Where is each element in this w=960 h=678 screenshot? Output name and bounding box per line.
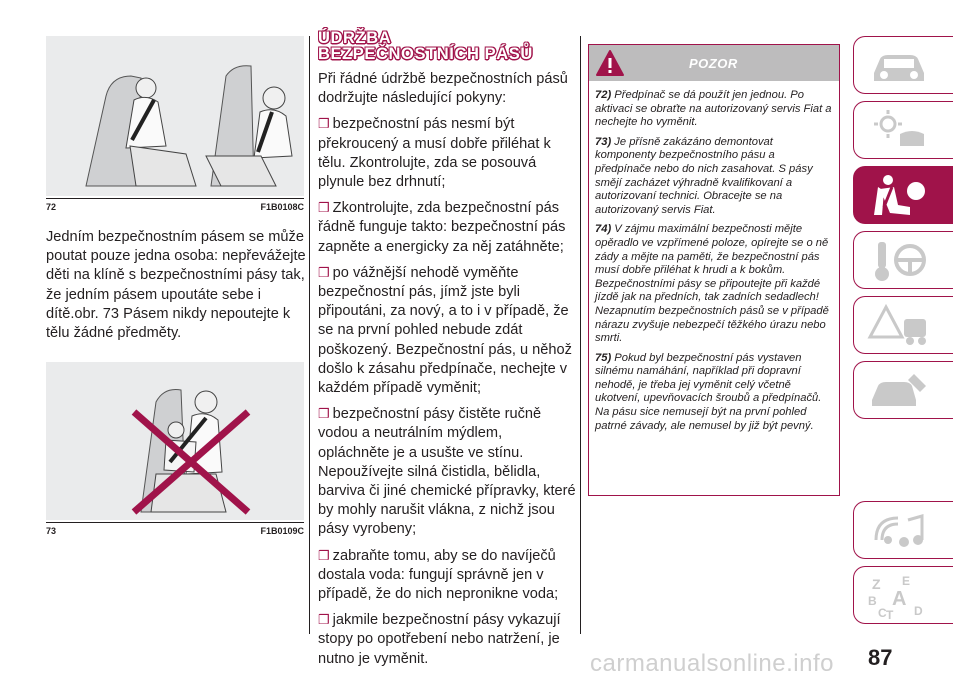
seat-safety-icon [864, 171, 934, 221]
seatbelt-adjustment-illustration [46, 36, 304, 196]
bullet-text: jakmile bezpečnostní pásy vykazují stopy po opotřebení nebo natržení, je nutno je vyměnit. [318, 612, 561, 667]
forbidden-child-lap-illustration [46, 362, 304, 520]
car-maintenance-icon [864, 366, 934, 416]
sidebar-tab-dashboard[interactable] [853, 101, 953, 159]
bullet-text: po vážnější nehodě vyměňte bezpečnostní pás, jímž jste byli připoutáni, za nový, a to i v případě, že se na první pohled nebude zdát poškozený. Bezpečnostní pás, u něhož došlo k zásahu předpínače, nechejte v každém případě vyměnit; [318, 264, 572, 397]
sidebar-tab-vehicle[interactable] [853, 36, 953, 94]
figure-72-caption [46, 202, 304, 212]
page-number: 87 [868, 645, 893, 670]
warning-item-number: 72) [595, 89, 612, 101]
dashboard-lights-icon [864, 106, 934, 156]
bullet-text: bezpečnostní pásy čistěte ručně vodou a neutrálním mýdlem, opláchněte je a usušte ve stínu. Nepoužívejte silná čistidla, bělidla, barviva či jiné chemické přípravky, které by mohly narušit vlákna, z nichž jsou pásy vyrobeny; [318, 406, 576, 538]
column-divider-right [580, 36, 581, 634]
warning-item [595, 223, 833, 345]
checkbox-bullet-icon: ❒ [318, 612, 330, 628]
section-heading-line1: ÚDRŽBA [318, 29, 392, 47]
svg-text:A: A [892, 588, 907, 610]
figure-72-image [46, 36, 304, 196]
checkbox-bullet-icon: ❒ [318, 406, 330, 422]
section-heading [318, 30, 578, 62]
figure-73-rule [46, 522, 304, 523]
sidebar-tab-maintenance[interactable] [853, 361, 953, 419]
warning-item-number: 75) [595, 351, 612, 364]
warning-item-text: Pokud byl bezpečnostní pás vystaven silnému namáhání, například při dopravní nehodě, je třeba jej vyměnit celý včetně ukotvení, upevňovacích šroubů a předpínačů. Na pásu sice nemusejí být na první pohled patrné závady, ale nemusel by již být pevný. [595, 351, 822, 432]
bullet-item [318, 404, 576, 539]
figure-72-code: F1B0108C [260, 202, 304, 212]
warning-box [588, 44, 840, 496]
warning-title: POZOR [689, 56, 738, 71]
bullet-item [318, 263, 576, 398]
multimedia-icon [864, 506, 934, 556]
checkbox-bullet-icon: ❒ [318, 200, 330, 216]
child-seatbelt-paragraph: Jedním bezpečnostním pásem se může poutat pouze jedna osoba: nepřevážejte děti na klíně s bezpečnostními pásy tak, že jedním pásem upoutáte sebe i dítě.obr. 73 Pásem nikdy nepoutejte k tělu žádné předměty. [46, 229, 306, 342]
bullet-item [318, 114, 576, 192]
sidebar-tab-multimedia[interactable] [853, 501, 953, 559]
bullet-text: zabraňte tomu, aby se do navíječů dostala voda: fungují správně jen v případě, že do nich nepronikne voda; [318, 547, 559, 603]
svg-text:C: C [878, 606, 887, 620]
warning-item-text: Je přísně zakázáno demontovat komponenty bezpečnostního pásu a předpínače nebo do nich zasahovat. S pásy smějí zacházet výhradně kvalifikovaní a autorizovaní technici. Obracejte se na autorizovaný servis Fiat. [595, 135, 813, 216]
checkbox-bullet-icon: ❒ [318, 264, 330, 280]
warning-header [589, 45, 839, 81]
figure-72-number: 72 [46, 202, 57, 212]
warning-triangle-icon [595, 49, 625, 77]
figure-73-caption [46, 526, 304, 536]
svg-text:E: E [902, 574, 911, 588]
watermark-text: carmanualsonline.info [590, 650, 834, 677]
figure-73-number: 73 [46, 526, 57, 536]
warning-item-text: Předpínač se dá použít jen jednou. Po aktivaci se obraťte na autorizovaný servis Fiat a nechejte ho vyměnit. [595, 89, 832, 129]
bullet-item [318, 546, 576, 605]
warning-item-number: 74) [595, 223, 612, 236]
sidebar-tab-index[interactable] [853, 566, 953, 624]
svg-text:Z: Z [872, 576, 881, 592]
warning-item-number: 73) [595, 135, 612, 148]
intro-paragraph: Při řádné údržbě bezpečnostních pásů dodržujte následující pokyny: [318, 71, 568, 107]
checkbox-bullet-icon: ❒ [318, 116, 330, 132]
warning-item [595, 89, 833, 130]
svg-text:B: B [868, 594, 877, 608]
checkbox-bullet-icon: ❒ [318, 547, 330, 563]
column-divider-left [309, 36, 310, 634]
warning-item-text: V zájmu maximální bezpečnosti mějte opěradlo ve vzpřímené poloze, opírejte se o ně zády a mějte na paměti, že bezpečnostní pás musí dobře přiléhat k hrudi a k bokům. Bezpečnostními pásy se připoutejte při každé jízdě jak na předních, tak zadních sedadlech! Nezapnutím bezpečnostních pásů se v případě nárazu zvyšuje nebezpečí těžkého úrazu nebo smrti. [595, 223, 829, 345]
section-heading-line2: BEZPEČNOSTNÍCH PÁSŮ [318, 45, 533, 63]
car-icon [864, 41, 934, 91]
index-letters-icon [864, 571, 934, 621]
bullet-text: bezpečnostní pás nesmí být překroucený a musí dobře přiléhat k tělu. Zkontrolujte, zda se posouvá plynule bez drhnutí; [318, 116, 551, 191]
figure-73-image [46, 362, 304, 520]
bullet-item [318, 198, 576, 257]
sidebar-tab-starting[interactable] [853, 231, 953, 289]
warning-item [595, 136, 833, 218]
bullet-item [318, 610, 576, 669]
sidebar-tab-safety[interactable] [853, 166, 953, 224]
svg-text:D: D [914, 604, 923, 618]
bullet-text: Zkontrolujte, zda bezpečnostní pás řádně funguje takto: bezpečnostní pás zapněte a energicky za něj zatáhněte; [318, 200, 566, 255]
figure-73-code: F1B0109C [260, 526, 304, 536]
figure-72-rule [46, 198, 304, 199]
maintenance-instructions [318, 70, 576, 675]
sidebar-tab-emergency[interactable] [853, 296, 953, 354]
key-steering-icon [864, 236, 934, 286]
svg-text:T: T [886, 608, 894, 621]
warning-road-icon [864, 301, 934, 351]
warning-item [595, 352, 833, 434]
warning-body [589, 81, 839, 433]
